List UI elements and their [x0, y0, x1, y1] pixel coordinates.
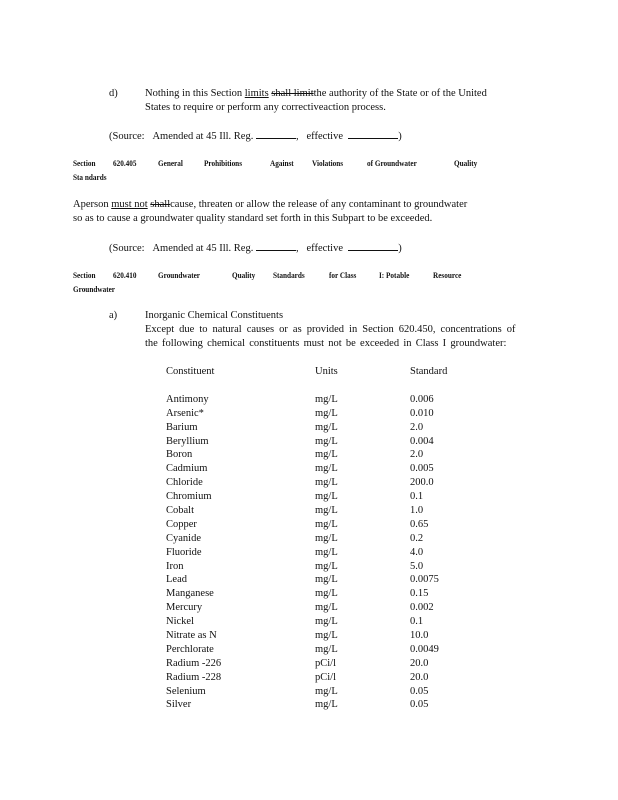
- units-cell: pCi/l: [315, 671, 337, 683]
- source-note-1: [109, 129, 402, 142]
- para-d-inserted-text: limits: [244, 88, 269, 99]
- units-cell: mg/L: [315, 574, 338, 586]
- para-a-title: Inorganic Chemical Constituents: [145, 310, 284, 321]
- units-cell: mg/L: [315, 449, 338, 461]
- source-effective: effective: [306, 243, 344, 254]
- source-note-2: [109, 241, 402, 254]
- units-cell: mg/L: [315, 630, 338, 642]
- standard-cell: 0.006: [410, 393, 434, 405]
- constituent-cell: Beryllium: [166, 435, 209, 447]
- standard-cell: 0.005: [410, 463, 434, 475]
- constituent-cell: Antimony: [166, 393, 209, 405]
- para-405-line-2: so as to cause a groundwater quality standard set forth in this Subpart to be exceeded.: [73, 213, 433, 224]
- units-cell: mg/L: [315, 435, 338, 447]
- para-a-line-2: the following chemical constituents must not be exceeded in Class I groundwater:: [145, 338, 507, 349]
- standard-cell: 0.2: [410, 532, 424, 544]
- standard-cell: 0.05: [410, 685, 429, 697]
- source-comma: ,: [295, 131, 299, 142]
- section-405-title-6: Quality: [454, 158, 478, 168]
- section-410-title-3: Standards: [273, 270, 305, 280]
- units-cell: mg/L: [315, 616, 338, 628]
- source-comma: ,: [295, 243, 299, 254]
- section-405-word: Section: [73, 158, 96, 168]
- standard-cell: 0.0075: [410, 574, 439, 586]
- para-405-text-1: Aperson: [73, 199, 109, 210]
- standard-cell: 200.0: [410, 477, 434, 489]
- constituent-cell: Nickel: [166, 616, 194, 628]
- effective-blank: [348, 241, 398, 251]
- units-cell: mg/L: [315, 518, 338, 530]
- constituent-cell: Boron: [166, 449, 193, 461]
- constituent-cell: Mercury: [166, 602, 203, 614]
- units-cell: mg/L: [315, 505, 338, 517]
- standard-cell: 0.1: [410, 616, 424, 628]
- section-410-word: Section: [73, 270, 96, 280]
- para-d-struck-text: shall limit: [271, 88, 314, 99]
- source-amended: Amended at 45 Ill. Reg.: [152, 131, 254, 142]
- constituent-cell: Selenium: [166, 685, 206, 697]
- standard-cell: 20.0: [410, 657, 429, 669]
- source-amended: Amended at 45 Ill. Reg.: [152, 243, 254, 254]
- standard-cell: 0.1: [410, 491, 424, 503]
- section-405-title-3: Against: [270, 158, 294, 168]
- para-405-inserted-text: must not: [111, 199, 148, 210]
- constituent-cell: Cobalt: [166, 505, 194, 517]
- constituent-cell: Copper: [166, 518, 197, 530]
- para-405-text-2: cause, threaten or allow the release of any contaminant to groundwater: [170, 199, 468, 210]
- constituent-cell: Nitrate as N: [166, 630, 217, 642]
- section-405-title-4: Violations: [312, 158, 344, 168]
- section-405-title-2: Prohibitions: [204, 158, 243, 168]
- constituent-cell: Radium -228: [166, 671, 222, 683]
- section-410-title-2: Quality: [232, 270, 256, 280]
- section-405-title-5: of Groundwater: [367, 158, 417, 168]
- source-effective: effective: [306, 131, 344, 142]
- source-close: ): [398, 131, 402, 142]
- section-405-number: 620.405: [113, 158, 137, 168]
- standard-cell: 4.0: [410, 546, 424, 558]
- units-cell: mg/L: [315, 643, 338, 655]
- units-cell: pCi/l: [315, 657, 337, 669]
- constituent-cell: Fluoride: [166, 546, 202, 558]
- units-cell: mg/L: [315, 546, 338, 558]
- section-410-title-1: Groundwater: [158, 270, 201, 280]
- effective-blank: [348, 129, 398, 139]
- constituent-cell: Silver: [166, 699, 192, 711]
- units-cell: mg/L: [315, 699, 338, 711]
- section-410-title-5: I: Potable: [379, 270, 410, 280]
- section-410-number: 620.410: [113, 270, 137, 280]
- standard-cell: 0.65: [410, 518, 429, 530]
- standard-cell: 0.004: [410, 435, 434, 447]
- para-d-text-2: the authority of the State or of the United: [313, 88, 487, 99]
- standard-cell: 2.0: [410, 421, 424, 433]
- para-d-text-1: Nothing in this Section: [145, 88, 243, 99]
- units-cell: mg/L: [315, 685, 338, 697]
- units-cell: mg/L: [315, 588, 338, 600]
- standard-cell: 5.0: [410, 560, 424, 572]
- constituent-cell: Cyanide: [166, 532, 201, 544]
- units-cell: mg/L: [315, 407, 338, 419]
- standard-cell: 20.0: [410, 671, 429, 683]
- para-d-line-1: [145, 88, 487, 99]
- units-cell: mg/L: [315, 560, 338, 572]
- section-410-title-6: Resource: [433, 270, 462, 280]
- standard-cell: 0.002: [410, 602, 434, 614]
- section-405-title-1: General: [158, 158, 183, 168]
- units-cell: mg/L: [315, 393, 338, 405]
- constituent-cell: Arsenic*: [166, 407, 204, 419]
- section-410-title-line-2: Groundwater: [73, 284, 116, 294]
- para-405-struck-text: shall: [150, 199, 171, 210]
- standard-cell: 0.05: [410, 699, 429, 711]
- constituent-cell: Perchlorate: [166, 643, 214, 655]
- para-405-line-1: [73, 199, 467, 210]
- header-standard: Standard: [410, 366, 448, 377]
- reg-blank: [256, 129, 296, 139]
- constituent-cell: Barium: [166, 421, 198, 433]
- standard-cell: 0.010: [410, 407, 434, 419]
- standard-cell: 0.15: [410, 588, 429, 600]
- para-a-marker: a): [109, 310, 118, 321]
- reg-blank: [256, 241, 296, 251]
- header-constituent: Constituent: [166, 366, 215, 377]
- para-d-line-2: States to require or perform any correctiveaction process.: [145, 102, 386, 113]
- constituent-cell: Lead: [166, 574, 187, 586]
- constituent-cell: Iron: [166, 560, 184, 572]
- units-cell: mg/L: [315, 602, 338, 614]
- source-close: ): [398, 243, 402, 254]
- standard-cell: 0.0049: [410, 643, 439, 655]
- source-label: (Source:: [109, 131, 145, 142]
- units-cell: mg/L: [315, 477, 338, 489]
- standard-cell: 10.0: [410, 630, 429, 642]
- standard-cell: 2.0: [410, 449, 424, 461]
- units-cell: mg/L: [315, 491, 338, 503]
- section-410-title-4: for Class: [329, 270, 357, 280]
- constituent-cell: Cadmium: [166, 463, 208, 475]
- para-a-line-1: Except due to natural causes or as provided in Section 620.450, concentrations of: [145, 324, 516, 335]
- constituent-cell: Manganese: [166, 588, 214, 600]
- header-units: Units: [315, 366, 338, 377]
- constituent-cell: Chloride: [166, 477, 203, 489]
- para-d-marker: d): [109, 88, 118, 99]
- units-cell: mg/L: [315, 421, 338, 433]
- standard-cell: 1.0: [410, 505, 424, 517]
- units-cell: mg/L: [315, 463, 338, 475]
- constituent-cell: Chromium: [166, 491, 212, 503]
- constituent-cell: Radium -226: [166, 657, 222, 669]
- source-label: (Source:: [109, 243, 145, 254]
- section-405-title-line-2: Sta ndards: [73, 172, 107, 182]
- units-cell: mg/L: [315, 532, 338, 544]
